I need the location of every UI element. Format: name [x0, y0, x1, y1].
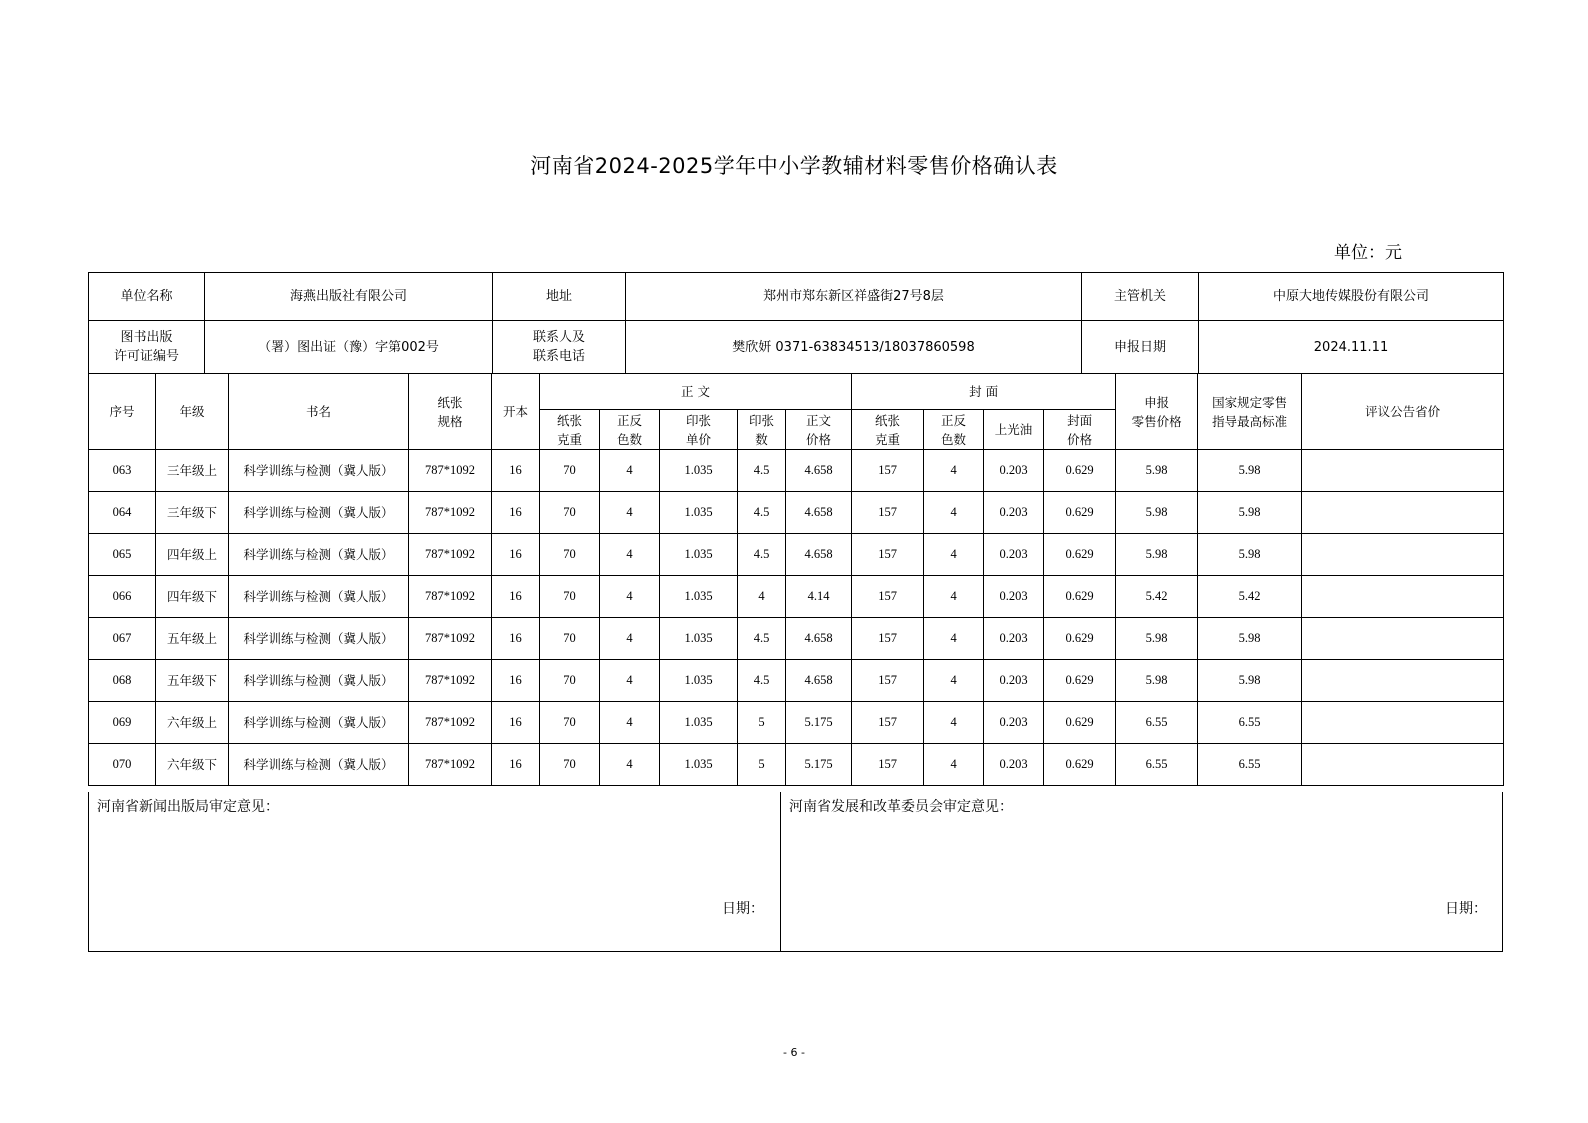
cell-grade: 五年级下: [156, 660, 229, 702]
contact-value: 樊欣妍 0371-63834513/18037860598: [626, 321, 1082, 374]
cell-sheets: 4: [738, 576, 786, 618]
cell-format: 16: [492, 450, 540, 492]
header-cover-colors-line1: 正反: [941, 412, 967, 428]
cell-spec: 787*1092: [409, 534, 492, 576]
cell-review: [1302, 618, 1504, 660]
header-declared-line1: 申报: [1144, 394, 1170, 410]
header-review-price: 评议公告省价: [1302, 374, 1504, 450]
header-seq: 序号: [89, 374, 156, 450]
address-label: 地址: [493, 273, 626, 321]
license-label-line1: 图书出版: [120, 330, 173, 345]
cell-gloss: 0.203: [984, 534, 1044, 576]
cell-gloss: 0.203: [984, 492, 1044, 534]
cell-format: 16: [492, 618, 540, 660]
header-sheets: [738, 410, 786, 450]
unit-name-value: 海燕出版社有限公司: [205, 273, 493, 321]
cell-cover-weight: 157: [852, 702, 924, 744]
header-body-colors-line1: 正反: [616, 412, 642, 428]
cell-cover-colors: 4: [924, 660, 984, 702]
cell-body-price: 4.658: [786, 618, 852, 660]
press-bureau-date-label: 日期：: [722, 901, 764, 917]
cell-cover-colors: 4: [924, 534, 984, 576]
address-value: 郑州市郑东新区祥盛街27号8层: [626, 273, 1082, 321]
cell-review: [1302, 744, 1504, 786]
cell-grade: 四年级下: [156, 576, 229, 618]
cell-body-price: 5.175: [786, 744, 852, 786]
cell-body-price: 4.658: [786, 660, 852, 702]
cell-declared: 5.42: [1116, 576, 1198, 618]
cell-colors: 4: [600, 702, 660, 744]
cell-cover-price: 0.629: [1044, 744, 1116, 786]
cell-book: 科学训练与检测（冀人版）: [229, 576, 409, 618]
cell-sheets: 4.5: [738, 618, 786, 660]
cell-body-price: 4.658: [786, 492, 852, 534]
cell-declared: 6.55: [1116, 702, 1198, 744]
supervisor-label: 主管机关: [1082, 273, 1199, 321]
cell-cover-price: 0.629: [1044, 660, 1116, 702]
header-print-unit-price-line2: 单价: [685, 431, 711, 447]
header-body-group: 正 文: [540, 374, 852, 410]
cell-sheets: 4.5: [738, 660, 786, 702]
cell-national: 5.98: [1198, 618, 1302, 660]
cell-format: 16: [492, 702, 540, 744]
header-cover-price-line2: 价格: [1067, 431, 1093, 447]
cell-gloss: 0.203: [984, 702, 1044, 744]
approval-opinions: [88, 792, 1503, 952]
press-bureau-opinion: [89, 792, 781, 951]
ndrc-opinion: [781, 792, 1503, 951]
cell-review: [1302, 660, 1504, 702]
cell-book: 科学训练与检测（冀人版）: [229, 534, 409, 576]
cell-seq: 063: [89, 450, 156, 492]
cell-unit-price: 1.035: [660, 576, 738, 618]
cell-grade: 三年级上: [156, 450, 229, 492]
ndrc-date-label: 日期：: [1445, 901, 1487, 917]
cell-national: 5.98: [1198, 660, 1302, 702]
cell-book: 科学训练与检测（冀人版）: [229, 660, 409, 702]
cell-cover-price: 0.629: [1044, 492, 1116, 534]
cell-review: [1302, 534, 1504, 576]
header-cover-weight-line1: 纸张: [875, 412, 901, 428]
cell-review: [1302, 492, 1504, 534]
cell-body-price: 4.14: [786, 576, 852, 618]
cell-cover-weight: 157: [852, 660, 924, 702]
cell-declared: 5.98: [1116, 660, 1198, 702]
contact-label-line1: 联系人及: [532, 330, 585, 345]
header-body-price-line1: 正文: [806, 412, 832, 428]
cell-declared: 5.98: [1116, 450, 1198, 492]
header-body-weight-line1: 纸张: [556, 412, 582, 428]
cell-cover-weight: 157: [852, 534, 924, 576]
header-print-unit-price-line1: 印张: [685, 412, 711, 428]
header-body-weight: [540, 410, 600, 450]
cell-seq: 069: [89, 702, 156, 744]
cell-national: 5.98: [1198, 534, 1302, 576]
header-cover-price-line1: 封面: [1067, 412, 1093, 428]
page-number: - 6 -: [783, 1046, 805, 1059]
header-national-line2: 指导最高标准: [1212, 413, 1288, 429]
table-row: [89, 492, 1504, 534]
cell-colors: 4: [600, 450, 660, 492]
cell-cover-weight: 157: [852, 618, 924, 660]
header-paper-spec-line1: 纸张: [437, 394, 463, 410]
cell-spec: 787*1092: [409, 492, 492, 534]
cell-unit-price: 1.035: [660, 702, 738, 744]
cell-sheets: 5: [738, 702, 786, 744]
cell-weight: 70: [540, 534, 600, 576]
table-row: [89, 744, 1504, 786]
date-label: 申报日期: [1082, 321, 1199, 374]
header-paper-spec: [409, 374, 492, 450]
cell-cover-colors: 4: [924, 450, 984, 492]
license-label-line2: 许可证编号: [113, 349, 179, 364]
cell-book: 科学训练与检测（冀人版）: [229, 618, 409, 660]
header-grade: 年级: [156, 374, 229, 450]
cell-cover-price: 0.629: [1044, 618, 1116, 660]
cell-spec: 787*1092: [409, 450, 492, 492]
cell-seq: 066: [89, 576, 156, 618]
header-national-standard: [1198, 374, 1302, 450]
cell-review: [1302, 576, 1504, 618]
date-value: 2024.11.11: [1199, 321, 1504, 374]
cell-colors: 4: [600, 618, 660, 660]
header-body-price: [786, 410, 852, 450]
cell-gloss: 0.203: [984, 576, 1044, 618]
table-row: [89, 534, 1504, 576]
header-declared-price: [1116, 374, 1198, 450]
cell-weight: 70: [540, 618, 600, 660]
cell-seq: 067: [89, 618, 156, 660]
cell-spec: 787*1092: [409, 576, 492, 618]
cell-body-price: 4.658: [786, 450, 852, 492]
cell-format: 16: [492, 492, 540, 534]
cell-unit-price: 1.035: [660, 492, 738, 534]
cell-cover-price: 0.629: [1044, 450, 1116, 492]
cell-weight: 70: [540, 702, 600, 744]
cell-colors: 4: [600, 576, 660, 618]
cell-cover-weight: 157: [852, 492, 924, 534]
publisher-info-table: [88, 272, 1504, 374]
header-cover-colors-line2: 色数: [941, 431, 967, 447]
header-book: 书名: [229, 374, 409, 450]
cell-seq: 070: [89, 744, 156, 786]
cell-cover-colors: 4: [924, 576, 984, 618]
cell-seq: 065: [89, 534, 156, 576]
cell-review: [1302, 702, 1504, 744]
cell-sheets: 4.5: [738, 534, 786, 576]
cell-weight: 70: [540, 576, 600, 618]
table-row: [89, 576, 1504, 618]
header-format: 开本: [492, 374, 540, 450]
table-row: [89, 660, 1504, 702]
cell-grade: 四年级上: [156, 534, 229, 576]
header-cover-weight: [852, 410, 924, 450]
header-body-colors-line2: 色数: [616, 431, 642, 447]
cell-unit-price: 1.035: [660, 450, 738, 492]
cell-spec: 787*1092: [409, 702, 492, 744]
cell-weight: 70: [540, 492, 600, 534]
table-row: [89, 702, 1504, 744]
cell-spec: 787*1092: [409, 744, 492, 786]
cell-grade: 六年级下: [156, 744, 229, 786]
supervisor-value: 中原大地传媒股份有限公司: [1199, 273, 1504, 321]
header-sheets-line1: 印张: [748, 412, 774, 428]
cell-book: 科学训练与检测（冀人版）: [229, 450, 409, 492]
cell-book: 科学训练与检测（冀人版）: [229, 744, 409, 786]
cell-national: 5.98: [1198, 450, 1302, 492]
cell-format: 16: [492, 660, 540, 702]
header-declared-line2: 零售价格: [1131, 413, 1182, 429]
cell-unit-price: 1.035: [660, 744, 738, 786]
cell-book: 科学训练与检测（冀人版）: [229, 702, 409, 744]
cell-cover-colors: 4: [924, 492, 984, 534]
cell-sheets: 5: [738, 744, 786, 786]
price-table: [88, 373, 1504, 786]
header-body-colors: [600, 410, 660, 450]
cell-cover-price: 0.629: [1044, 534, 1116, 576]
cell-national: 5.42: [1198, 576, 1302, 618]
currency-unit: 单位：元: [1334, 243, 1402, 263]
cell-colors: 4: [600, 660, 660, 702]
cell-national: 6.55: [1198, 702, 1302, 744]
cell-spec: 787*1092: [409, 660, 492, 702]
table-row: [89, 450, 1504, 492]
license-label: [89, 321, 205, 374]
license-value: （署）图出证（豫）字第002号: [205, 321, 493, 374]
header-national-line1: 国家规定零售: [1212, 394, 1288, 410]
cell-weight: 70: [540, 450, 600, 492]
cell-sheets: 4.5: [738, 492, 786, 534]
cell-cover-colors: 4: [924, 702, 984, 744]
header-cover-weight-line2: 克重: [875, 431, 901, 447]
cell-sheets: 4.5: [738, 450, 786, 492]
contact-label: [493, 321, 626, 374]
header-cover-price: [1044, 410, 1116, 450]
cell-body-price: 4.658: [786, 534, 852, 576]
cell-unit-price: 1.035: [660, 534, 738, 576]
cell-gloss: 0.203: [984, 618, 1044, 660]
header-paper-spec-line2: 规格: [437, 413, 463, 429]
cell-book: 科学训练与检测（冀人版）: [229, 492, 409, 534]
cell-gloss: 0.203: [984, 744, 1044, 786]
cell-colors: 4: [600, 534, 660, 576]
header-sheets-line2: 数: [755, 431, 768, 447]
price-table-body: [89, 450, 1504, 786]
cell-national: 6.55: [1198, 744, 1302, 786]
header-cover-colors: [924, 410, 984, 450]
cell-weight: 70: [540, 660, 600, 702]
header-cover-group: 封 面: [852, 374, 1116, 410]
cell-grade: 三年级下: [156, 492, 229, 534]
cell-cover-colors: 4: [924, 618, 984, 660]
cell-unit-price: 1.035: [660, 660, 738, 702]
cell-format: 16: [492, 534, 540, 576]
cell-cover-colors: 4: [924, 744, 984, 786]
cell-declared: 5.98: [1116, 618, 1198, 660]
cell-declared: 5.98: [1116, 492, 1198, 534]
press-bureau-opinion-label: 河南省新闻出版局审定意见：: [97, 799, 279, 815]
cell-cover-weight: 157: [852, 576, 924, 618]
header-body-weight-line2: 克重: [556, 431, 582, 447]
cell-cover-price: 0.629: [1044, 576, 1116, 618]
cell-gloss: 0.203: [984, 660, 1044, 702]
table-row: [89, 618, 1504, 660]
cell-format: 16: [492, 744, 540, 786]
ndrc-opinion-label: 河南省发展和改革委员会审定意见：: [789, 799, 1013, 815]
cell-declared: 6.55: [1116, 744, 1198, 786]
cell-cover-weight: 157: [852, 450, 924, 492]
cell-body-price: 5.175: [786, 702, 852, 744]
cell-seq: 068: [89, 660, 156, 702]
cell-weight: 70: [540, 744, 600, 786]
cell-format: 16: [492, 576, 540, 618]
cell-national: 5.98: [1198, 492, 1302, 534]
cell-grade: 五年级上: [156, 618, 229, 660]
cell-cover-price: 0.629: [1044, 702, 1116, 744]
header-gloss: 上光油: [984, 410, 1044, 450]
cell-spec: 787*1092: [409, 618, 492, 660]
cell-gloss: 0.203: [984, 450, 1044, 492]
cell-grade: 六年级上: [156, 702, 229, 744]
header-body-price-line2: 价格: [806, 431, 832, 447]
cell-colors: 4: [600, 744, 660, 786]
cell-seq: 064: [89, 492, 156, 534]
contact-label-line2: 联系电话: [532, 349, 585, 364]
cell-colors: 4: [600, 492, 660, 534]
unit-name-label: 单位名称: [89, 273, 205, 321]
cell-declared: 5.98: [1116, 534, 1198, 576]
cell-cover-weight: 157: [852, 744, 924, 786]
page-title: 河南省2024-2025学年中小学教辅材料零售价格确认表: [530, 154, 1058, 178]
header-print-unit-price: [660, 410, 738, 450]
cell-unit-price: 1.035: [660, 618, 738, 660]
cell-review: [1302, 450, 1504, 492]
